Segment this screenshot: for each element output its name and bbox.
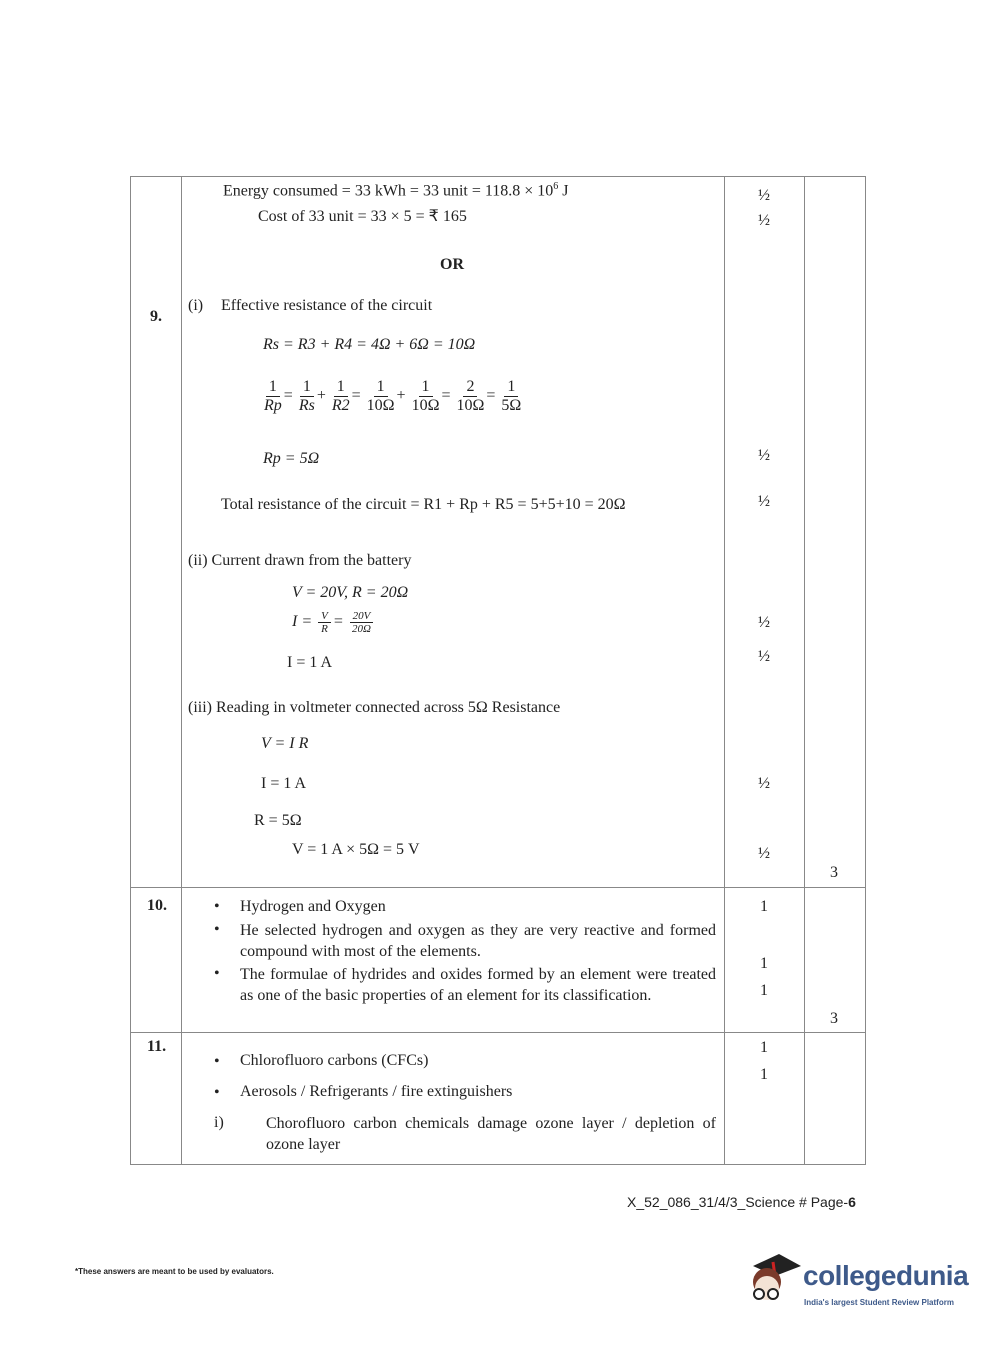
mark: ½ xyxy=(758,614,770,631)
col-divider xyxy=(724,176,725,1164)
page-code xyxy=(627,1194,856,1210)
question-number: 9. xyxy=(150,308,162,325)
total-marks: 3 xyxy=(830,1010,838,1027)
num: 1 xyxy=(300,378,314,397)
mark: ½ xyxy=(758,447,770,464)
sub-label: i) xyxy=(214,1114,224,1131)
den: R2 xyxy=(331,397,350,414)
num: 1 xyxy=(266,378,280,397)
rp-fraction-equation: $\frac{1}{Rp}$ = $\frac{1}{Rs}$ + $\frac{1}{R2}$ = $\frac{1}{10\Omega}$ + $\frac{1}{10\Omega}$ = $\frac{2}{10\Omega}$ = $\frac{1}{5\Omega}$ xyxy=(264,378,522,414)
den: 10Ω xyxy=(456,397,485,414)
mark: ½ xyxy=(758,212,770,229)
mark: 1 xyxy=(760,955,768,972)
page-number: 6 xyxy=(848,1194,856,1210)
current-value: I = 1 A xyxy=(287,654,333,671)
bullet-text: Aerosols / Refrigerants / fire extinguishers xyxy=(240,1083,513,1100)
den: R xyxy=(321,623,328,635)
den: 5Ω xyxy=(501,397,522,414)
mark: ½ xyxy=(758,775,770,792)
total-resistance: Total resistance of the circuit = R1 + Rp + R5 = 5+5+10 = 20Ω xyxy=(221,496,626,513)
current-line: I = 1 A xyxy=(261,775,307,792)
energy-text: Energy consumed = 33 kWh = 33 unit = 118.8 × 10 xyxy=(223,182,554,200)
row-divider xyxy=(130,1032,866,1033)
brand-logo: collegedunia xyxy=(803,1260,969,1291)
collegedunia-mascot-icon xyxy=(745,1252,801,1308)
total-marks: 3 xyxy=(830,864,838,881)
bullet-text: Hydrogen and Oxygen xyxy=(240,898,386,915)
num: V xyxy=(318,610,331,623)
table-border-bottom xyxy=(130,1164,866,1165)
col-divider xyxy=(865,176,866,1164)
col-divider xyxy=(181,176,182,1164)
bullet: • xyxy=(214,965,220,982)
num: 1 xyxy=(334,378,348,397)
num: 2 xyxy=(463,378,477,397)
mark: ½ xyxy=(758,187,770,204)
bullet: • xyxy=(214,1053,220,1070)
evaluator-note: *These answers are meant to be used by evaluators. xyxy=(75,1267,274,1276)
den: 10Ω xyxy=(366,397,395,414)
bullet: • xyxy=(214,898,220,915)
row-divider xyxy=(130,887,866,888)
lhs: I = xyxy=(292,613,313,631)
mark: ½ xyxy=(758,648,770,665)
part-iii-text: (iii) Reading in voltmeter connected across 5Ω Resistance xyxy=(188,699,561,716)
or-heading: OR xyxy=(440,256,464,273)
cost-line: Cost of 33 unit = 33 × 5 = ₹ 165 xyxy=(258,208,467,225)
num: 1 xyxy=(504,378,518,397)
exponent: 6 xyxy=(553,181,559,192)
unit: J xyxy=(558,182,569,200)
den: 10Ω xyxy=(411,397,440,414)
mark: 1 xyxy=(760,1039,768,1056)
num: 1 xyxy=(374,378,388,397)
col-divider xyxy=(804,176,805,1164)
energy-line xyxy=(223,181,569,200)
den: Rs xyxy=(298,397,315,414)
den: 20Ω xyxy=(352,623,371,635)
den: Rp xyxy=(264,397,282,414)
sub-text: Chorofluoro carbon chemicals damage ozone layer / depletion of ozone layer xyxy=(266,1115,716,1153)
col-divider xyxy=(130,176,131,1164)
mark: 1 xyxy=(760,982,768,999)
current-fraction: I = $\frac{V}{R}$ = $\frac{20V}{20\Omega}$ xyxy=(292,610,375,635)
question-number: 10. xyxy=(147,897,167,914)
question-number: 11. xyxy=(147,1038,167,1055)
rs-equation: Rs = R3 + R4 = 4Ω + 6Ω = 10Ω xyxy=(263,336,476,353)
voltage-result: V = 1 A × 5Ω = 5 V xyxy=(292,841,420,858)
part-label: (i) xyxy=(188,297,204,314)
mark: 1 xyxy=(760,1066,768,1083)
ohms-law: V = I R xyxy=(261,735,309,752)
num: 20V xyxy=(350,610,374,623)
bullet-text: He selected hydrogen and oxygen as they are very reactive and formed compound with most of the elements. xyxy=(240,922,716,960)
rp-value: Rp = 5Ω xyxy=(263,450,320,467)
mark: 1 xyxy=(760,898,768,915)
resistance-line: R = 5Ω xyxy=(254,812,302,829)
table-border-top xyxy=(130,176,866,177)
mark: ½ xyxy=(758,845,770,862)
brand-tagline: India's largest Student Review Platform xyxy=(804,1298,954,1307)
part-i-text: Effective resistance of the circuit xyxy=(221,297,433,314)
v-r-values: V = 20V, R = 20Ω xyxy=(292,584,409,601)
mark: ½ xyxy=(758,493,770,510)
bullet-text: The formulae of hydrides and oxides formed by an element were treated as one of the basic properties of an element for its classification. xyxy=(240,966,716,1004)
part-ii-text: (ii) Current drawn from the battery xyxy=(188,552,412,569)
bullet-text: Chlorofluoro carbons (CFCs) xyxy=(240,1052,429,1069)
bullet: • xyxy=(214,921,220,938)
bullet: • xyxy=(214,1084,220,1101)
page-code-text: X_52_086_31/4/3_Science # Page- xyxy=(627,1194,849,1210)
num: 1 xyxy=(419,378,433,397)
